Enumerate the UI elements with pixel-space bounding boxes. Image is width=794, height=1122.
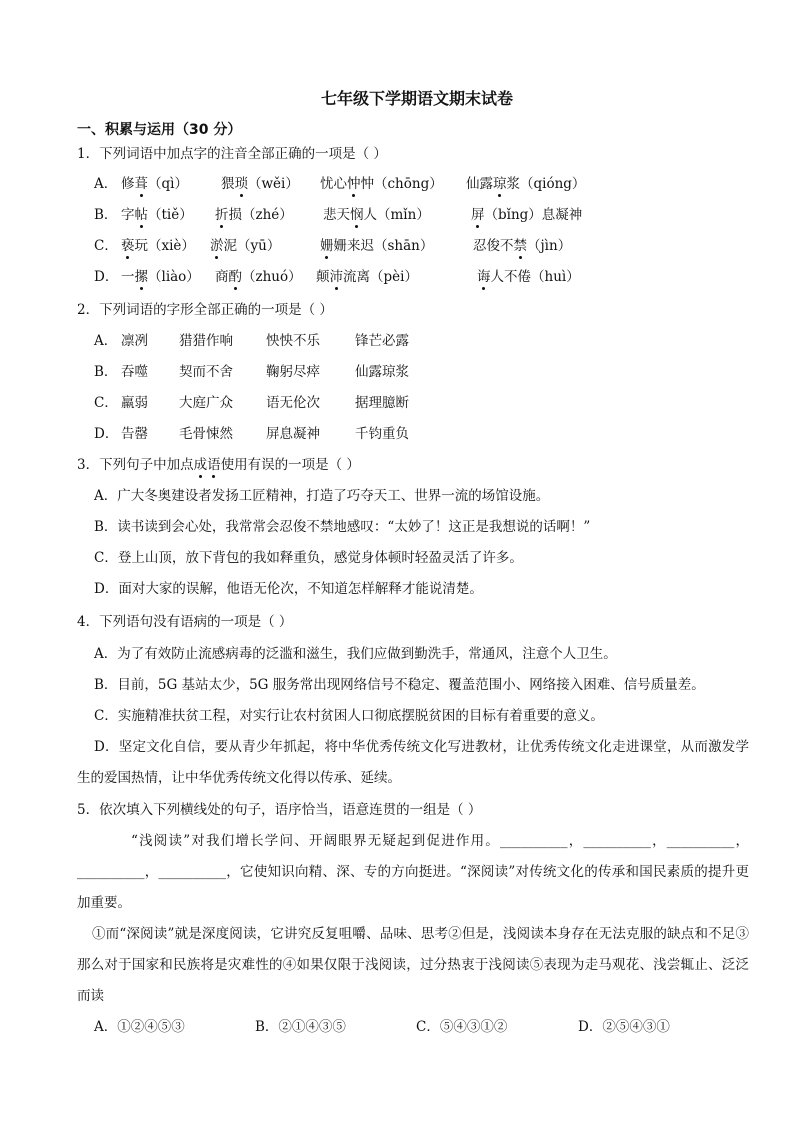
q5-option-a: A．①②④⑤③ [94, 1019, 185, 1035]
question-1-stem: 1．下列词语中加点字的注音全部正确的一项是（ ） [77, 146, 387, 162]
q2-a-item: 怏怏不乐 [266, 333, 320, 349]
q4-option-d: D．坚定文化自信，要从青少年抓起，将中华优秀传统文化写进教材，让优秀传统文化走进课堂，从而激发学生的爱国热情，让中华优秀传统文化得以传承、延续。 [77, 739, 749, 786]
q1-c-item-1: 亵玩（xiè） [121, 238, 195, 254]
q2-c-item: 羸弱 [121, 395, 148, 411]
q1-option-a-label: A． [94, 176, 118, 192]
q2-b-item: 仙露琼浆 [355, 364, 409, 380]
q2-a-item: 猎猎作响 [179, 333, 233, 349]
q3-option-d: D．面对大家的误解，他语无伦次，不知道怎样解释才能说清楚。 [94, 581, 483, 597]
q2-d-item: 屏息凝神 [266, 426, 320, 442]
q1-c-item-4: 忍俊不禁（jìn） [473, 238, 572, 254]
q1-a-item-2: 猥琐（wěi） [221, 176, 299, 192]
q2-c-item: 语无伦次 [266, 395, 320, 411]
q5-option-d: D．②⑤④③① [578, 1019, 670, 1035]
q1-b-item-2: 折损（zhé） [215, 207, 293, 223]
q2-c-item: 据理臆断 [355, 395, 409, 411]
q5-option-b: B．②①④③⑤ [255, 1019, 346, 1035]
section-heading: 一、积累与运用（30 分） [77, 122, 242, 138]
q4-option-c: C．实施精准扶贫工程，对实行让农村贫困人口彻底摆脱贫困的目标有着重要的意义。 [94, 708, 604, 724]
q1-d-item-1: 一摞（liào） [121, 269, 200, 285]
q2-option-a-label: A． [94, 333, 118, 349]
q2-option-c-label: C． [94, 395, 118, 411]
q4-option-a: A．为了有效防止流感病毒的泛滥和滋生，我们应做到勤洗手，常通风，注意个人卫生。 [94, 646, 617, 662]
q3-option-b: B．读书读到会心处，我常常会忍俊不禁地感叹：“太妙了！这正是我想说的话啊！” [94, 519, 591, 535]
q2-option-d-label: D． [94, 426, 119, 442]
q2-option-b-label: B． [94, 364, 118, 380]
q1-d-item-3: 颠沛流离（pèi） [316, 269, 418, 285]
q1-a-item-4: 仙露琼浆（qióng） [466, 176, 586, 192]
q2-b-item: 契而不舍 [179, 364, 233, 380]
question-4-stem: 4．下列语句没有语病的一项是（ ） [77, 614, 293, 630]
emphasis-dot: 葺 [134, 176, 148, 192]
q1-b-item-1: 字帖（tiě） [121, 207, 193, 223]
question-3-stem: 3．下列句子中加点成语使用有误的一项是（ ） [77, 457, 360, 473]
page-title: 七年级下学期语文期末试卷 [320, 89, 513, 108]
q2-d-item: 千钧重负 [355, 426, 409, 442]
q5-sentences: ①而“深阅读”就是深度阅读，它讲究反复咀嚼、品味、思考②但是，浅阅读本身存在无法克服的缺点和不足③那么对于国家和民族将是灾难性的④如果仅限于浅阅读，过分热衷于浅阅读⑤表现为走马观花、浅尝辄止、泛泛而读 [77, 926, 749, 1004]
q1-option-d-label: D． [94, 269, 119, 285]
q1-option-b-label: B． [94, 207, 118, 223]
q2-a-item: 凛冽 [121, 333, 148, 349]
question-2-stem: 2．下列词语的字形全部正确的一项是（ ） [77, 302, 333, 318]
q2-c-item: 大庭广众 [179, 395, 233, 411]
q2-d-item: 毛骨悚然 [179, 426, 233, 442]
q1-c-item-3: 姗姗来迟（shān） [320, 238, 434, 254]
q2-d-item: 告罄 [121, 426, 148, 442]
q1-a-item-3: 忧心忡忡（chōng） [320, 176, 443, 192]
q5-option-c: C．⑤④③①② [416, 1019, 508, 1035]
q4-option-b: B．目前，5G 基站太少，5G 服务常出现网络信号不稳定、覆盖范围小、网络接入困难、信号质量差。 [94, 677, 705, 693]
q1-a-item-1: 修葺（qì） [121, 176, 188, 192]
question-5-stem: 5．依次填入下列横线处的句子，语序恰当，语意连贯的一组是（ ） [77, 802, 482, 818]
q1-d-item-2: 商酌（zhuó） [215, 269, 302, 285]
q2-a-item: 锋芒必露 [355, 333, 409, 349]
q1-option-c-label: C． [94, 238, 118, 254]
q1-b-item-3: 悲天悯人（mǐn） [323, 207, 430, 223]
q1-c-item-2: 淤泥（yū） [210, 238, 281, 254]
q1-d-item-4: 诲人不倦（huì） [477, 269, 580, 285]
q2-b-item: 鞠躬尽瘁 [266, 364, 320, 380]
q1-b-item-4: 屏（bǐng）息凝神 [471, 207, 583, 223]
q3-option-c: C．登上山顶，放下背包的我如释重负，感觉身体顿时轻盈灵活了许多。 [94, 550, 523, 566]
q3-option-a: A．广大冬奥建设者发扬工匠精神，打造了巧夺天工、世界一流的场馆设施。 [94, 488, 550, 504]
q2-b-item: 吞噬 [121, 364, 148, 380]
q5-passage: “浅阅读”对我们增长学问、开阔眼界无疑起到促进作用。__________，__________，__________，__________，__________，它使知识向精、深、专的方向挺进。“深阅读”对传统文化的传承和国民素质的提升更加重要。 [77, 833, 749, 911]
